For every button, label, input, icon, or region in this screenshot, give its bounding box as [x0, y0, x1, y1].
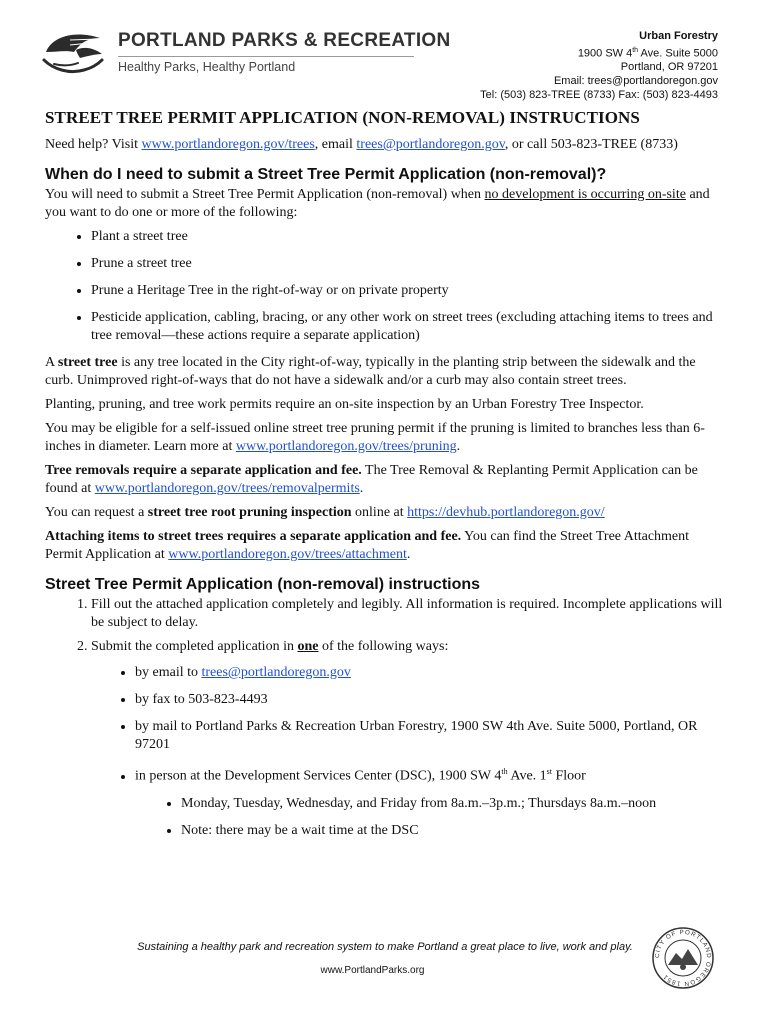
seal-text: CITY OF PORTLAND OREGON 1851 [653, 928, 713, 988]
leaf-hand-icon [40, 30, 110, 80]
attachment-note: Attaching items to street trees requires a separate application and fee. You can find the Street Tree Attachment Permit Application at www.portlandoregon.gov/trees/attachment. [45, 529, 690, 562]
section1-intro: You will need to submit a Street Tree Permit Application (non-removal) when no development is occurring on-site and you want to do one or more of the following: [45, 187, 710, 220]
footer-url: www.PortlandParks.org [320, 965, 425, 976]
contact-dept: Urban Forestry [639, 30, 718, 42]
section2-heading: Street Tree Permit Application (non-removal) instructions [45, 576, 481, 593]
step-2: 2. Submit the completed application in one of the following ways: • by email to trees@portlandoregon.gov • by fax to 503-823-4493 • by mail to Portland Parks & Recreation Urban Forestry, 1900 SW 4th Ave. Suite 5000, Portland, OR 97201 • in person at the Development Services Center (DSC), 1900 SW 4th Ave. 1st Floor • Monday, Tuesday, Wednesday, and Friday from 8a.m.–3p.m.; Thursdays 8a.m.–noon • Note: there may be a wait time at the DSC [91, 638, 727, 840]
section1-heading: When do I need to submit a Street Tree Permit Application (non-removal)? [45, 166, 607, 183]
ppr-logo [40, 30, 451, 80]
dsc-hours: • Monday, Tuesday, Wednesday, and Friday from 8a.m.–3p.m.; Thursdays 8a.m.–noon [181, 795, 727, 813]
city-seal-icon [652, 927, 714, 989]
contact-city: Portland, OR 97201 [620, 61, 718, 74]
list-item: • Pesticide application, cabling, bracing, or any other work on street trees (excluding attaching items to trees and tree removal—these actions require a separate application) [91, 309, 727, 345]
contact-address: 1900 SW 4th Ave. Suite 5000 [577, 46, 718, 60]
removal-permits-link[interactable]: www.portlandoregon.gov/trees/removalpermits [94, 481, 360, 496]
contact-block [480, 30, 718, 103]
removal-note: Tree removals require a separate application and fee. The Tree Removal & Replanting Permit Application can be found at www.portlandoregon.gov/trees/removalpermits. [45, 463, 698, 496]
pruning-link[interactable]: www.portlandoregon.gov/trees/pruning [235, 439, 457, 454]
submit-mail: • by mail to Portland Parks & Recreation Urban Forestry, 1900 SW 4th Ave. Suite 5000, Portland, OR 97201 [135, 718, 727, 754]
document-body [45, 108, 727, 849]
instructions-list [45, 596, 727, 840]
submit-fax: • by fax to 503-823-4493 [135, 691, 727, 709]
help-line: Need help? Visit www.portlandoregon.gov/trees, email trees@portlandoregon.gov, or call 503-823-TREE (8733) [45, 137, 678, 152]
root-pruning-note: You can request a street tree root pruning inspection online at https://devhub.portlandoregon.gov/ [45, 505, 605, 520]
dsc-details [135, 795, 727, 840]
pruning-note: You may be eligible for a self-issued online street tree pruning permit if the pruning is limited to branches less than 6-inches in diameter. Learn more at www.portlandoregon.gov/trees/pruning. [45, 421, 705, 454]
footer-tagline: Sustaining a healthy park and recreation system to make Portland a great place to live, work and play. [137, 941, 633, 953]
org-tagline: Healthy Parks, Healthy Portland [118, 60, 296, 74]
page-title: STREET TREE PERMIT APPLICATION (NON-REMOVAL) INSTRUCTIONS [45, 108, 640, 127]
trees-link[interactable]: www.portlandoregon.gov/trees [141, 137, 315, 152]
devhub-link[interactable]: https://devhub.portlandoregon.gov/ [407, 505, 605, 520]
submit-in-person: • in person at the Development Services Center (DSC), 1900 SW 4th Ave. 1st Floor • Monday, Tuesday, Wednesday, and Friday from 8a.m.–3p.m.; Thursdays 8a.m.–noon • Note: there may be a wait time at the DSC [135, 763, 727, 840]
work-type-list [45, 228, 727, 345]
inspection-note: Planting, pruning, and tree work permits require an on-site inspection by an Urban Forestry Tree Inspector. [45, 397, 644, 412]
list-item: • Plant a street tree [91, 228, 727, 246]
email-link[interactable]: trees@portlandoregon.gov [356, 137, 505, 152]
contact-phone: Tel: (503) 823-TREE (8733) Fax: (503) 823-4493 [480, 88, 718, 101]
attachment-link[interactable]: www.portlandoregon.gov/trees/attachment [168, 547, 407, 562]
submit-email-link[interactable]: trees@portlandoregon.gov [201, 665, 351, 680]
contact-email: Email: trees@portlandoregon.gov [553, 75, 718, 88]
dsc-wait-note: • Note: there may be a wait time at the DSC [181, 822, 727, 840]
submit-email: • by email to trees@portlandoregon.gov [135, 664, 727, 682]
street-tree-definition: A street tree is any tree located in the City right-of-way, typically in the planting strip between the sidewalk and the curb. Unimproved right-of-ways that do not have a sidewalk and/or a curb may also contain street trees. [45, 355, 696, 388]
org-name: PORTLAND PARKS & RECREATION [118, 30, 451, 51]
logo-divider [118, 56, 414, 57]
step-1: 1. Fill out the attached application completely and legibly. All information is required. Incomplete applications will be subject to delay. [91, 596, 727, 632]
submission-methods [91, 664, 727, 840]
list-item: • Prune a Heritage Tree in the right-of-way or on private property [91, 282, 727, 300]
list-item: • Prune a street tree [91, 255, 727, 273]
